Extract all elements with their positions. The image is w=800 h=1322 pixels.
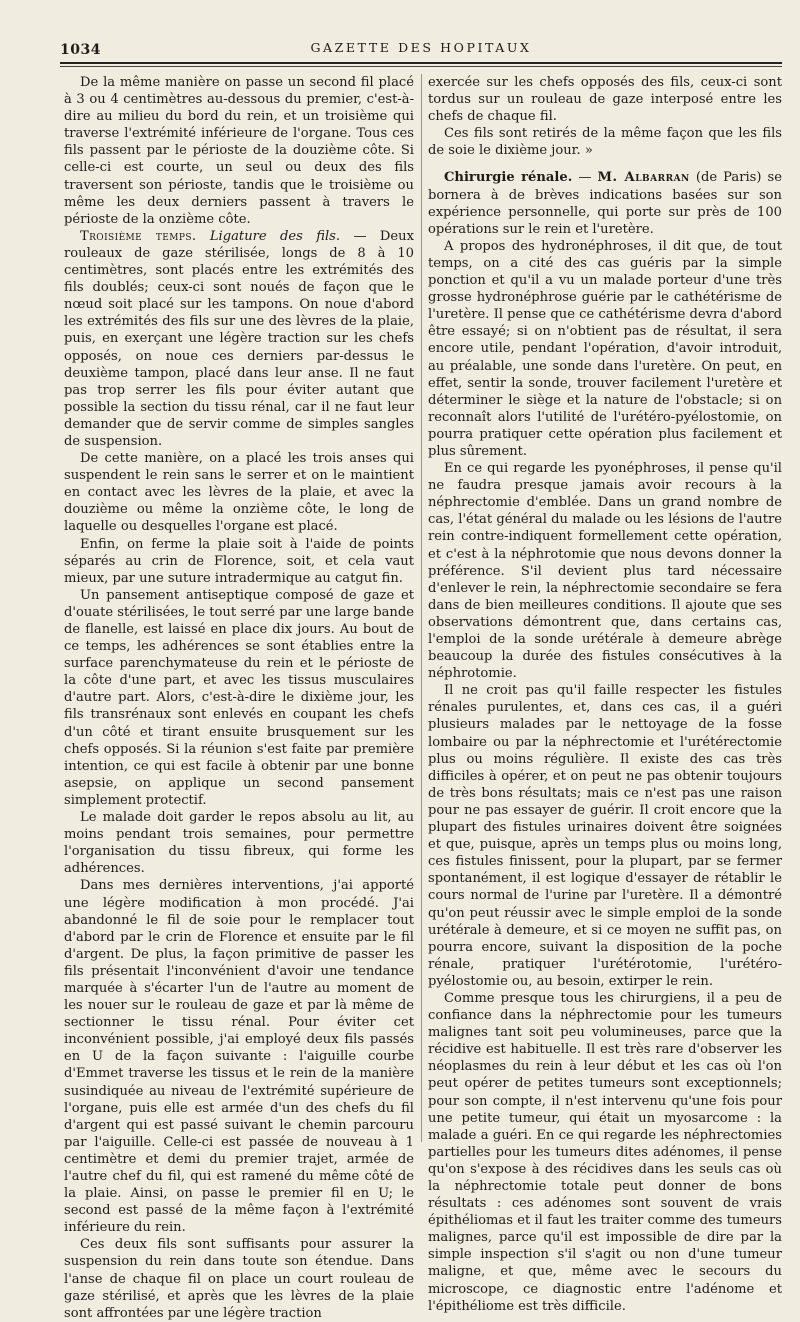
- header-rule: [60, 62, 782, 67]
- paragraph: A propos des hydronéphroses, il dit que, de tout temps, on a cité des cas guéris par la simple ponction et qu'il a vu un malade porteur d'une très grosse hydronéphrose guérie par le cathétérisme de l'uretère. Il pense que ce cathétérisme devra d'abord être essayé; si on n'obtient pas de résultat, il sera encore utile, pendant l'opération, d'avoir introduit, au préalable, une sonde dans l'uretère. On peut, en effet, sentir la sonde, trouver facilement l'uretère et déterminer le siège et la nature de l'obstacle; si on reconnaît alors l'utilité de l'urétéro-pyélostomie, on pourra pratiquer cette opération plus facilement et plus sûrement.: [428, 238, 782, 459]
- section-title: Ligature des fils.: [209, 228, 341, 244]
- journal-title: GAZETTE DES HOPITAUX: [310, 40, 532, 55]
- page-number: 1034: [60, 42, 101, 58]
- paragraph-text: (de Paris) se bornera à de brèves indications basées sur son expérience personnelle, qui porte sur près de 100 opérations sur le rein et l'uretère.: [428, 170, 783, 237]
- paragraph: Le malade doit garder le repos absolu au lit, au moins pendant trois semaines, pour permettre l'organisation du tissu fibreux, qui forme les adhérences.: [64, 810, 414, 877]
- paragraph: Il ne croit pas qu'il faille respecter les fistules rénales purulentes, et, dans ces cas, il a guéri plusieurs malades par le nettoyage de la fosse lombaire ou par la néphrectomie et l'urétérectomie plus ou moins régulière. Il existe des cas très difficiles à opérer, et on peut ne pas obtenir toujours de très bons résultats; mais ce n'est pas une raison pour ne pas essayer de guérir. Il croit encore que la plupart des fistules urinaires doivent être soignées et que, puisque, après un temps plus ou moins long, ces fistules finissent, pour la plupart, par se fermer spontanément, il est logique d'essayer de rétablir le cours normal de l'urine par l'uretère. Il a démontré qu'on peut réussir avec le simple emploi de la sonde urétérale à demeure, et si ce moyen ne suffit pas, on pourra encore, suivant la disposition de la poche rénale, pratiquer l'urétérotomie, l'urétéro-pyélostomie ou, au besoin, extirper le rein.: [428, 683, 782, 989]
- paragraph: Ces deux fils sont suffisants pour assurer la suspension du rein dans toute son étendue. Dans l'anse de chaque fil on place un court rouleau de gaze stérilisé, et après que les lèvres de la plaie sont affrontées par une légère traction: [64, 1237, 414, 1321]
- section-gap: [428, 159, 782, 169]
- paragraph: [64, 228, 414, 450]
- paragraph: De la même manière on passe un second fil placé à 3 ou 4 centimètres au-dessous du premier, c'est-à-dire au milieu du bord du rein, et un troisième qui traverse l'extrémité inférieure de l'organe. Tous ces fils passent par le périoste de la douzième côte. Si celle-ci est courte, un seul ou deux des fils traversent son périoste, tandis que le troisième ou même les deux derniers passent à travers le périoste de la onzième côte.: [64, 75, 414, 227]
- paragraph: Comme presque tous les chirurgiens, il a peu de confiance dans la néphrectomie pour les tumeurs malignes tant soit peu volumineuses, parce que la récidive est habituelle. Il est très rare d'observer les néoplasmes du rein à leur début et les cas où l'on peut opérer de petites tumeurs sont exceptionnels; pour son compte, il n'est intervenu qu'une fois pour une petite tumeur, qui était un myosarcome : la malade a guéri. En ce qui regarde les néphrectomies partielles pour les tumeurs dites adénomes, il pense qu'on s'expose à des récidives dans les seuls cas où la néphrectomie totale peut donner de bons résultats : ces adénomes sont souvent de vrais épithéliomas et il faut les traiter comme des tumeurs malignes, parce qu'il est impossible de dire par la simple inspection s'il s'agit ou non d'une tumeur maligne, et que, même avec le secours du microscope, ce diagnostic entre l'adénome et l'épithéliome est très difficile.: [428, 990, 782, 1314]
- section-lead: Troisième temps.: [80, 228, 197, 244]
- right-column: [428, 74, 782, 1315]
- paragraph: En ce qui regarde les pyonéphroses, il pense qu'il ne faudra presque jamais avoir recours à la néphrectomie d'emblée. Dans un grand nombre de cas, l'état général du malade ou les lésions de l'autre rein contre-indiquent formellement cette opération, et c'est à la néphrotomie que nous devons donner la préférence. S'il devient plus tard nécessaire d'enlever le rein, la néphrectomie secondaire se fera dans de bien meilleures conditions. Il ajoute que ses observations démontrent que, dans certains cas, l'emploi de la sonde urétérale à demeure abrège beaucoup la durée des fistules consécutives à la néphrotomie.: [428, 461, 782, 682]
- column-divider: [421, 74, 422, 1142]
- dash: —: [572, 170, 598, 186]
- left-column: [64, 74, 414, 1322]
- paragraph: Enfin, on ferme la plaie soit à l'aide de points séparés au crin de Florence, soit, et cela vaut mieux, par une suture intradermique au catgut fin.: [64, 536, 414, 586]
- page-header: [60, 36, 782, 62]
- author-name: M. Albarran: [597, 170, 690, 186]
- section-heading: Chirurgie rénale.: [444, 170, 573, 186]
- paragraph: Dans mes dernières interventions, j'ai apporté une légère modification à mon procédé. J'ai abandonné le fil de soie pour le remplacer tout d'abord par le crin de Florence et ensuite par le fil d'argent. De plus, la façon primitive de passer les fils présentait l'inconvénient d'avoir une tendance marquée à s'écarter l'un de l'autre au moment de les nouer sur le rouleau de gaze et par là même de sectionner le tissu rénal. Pour éviter cet inconvénient possible, j'ai employé deux fils passés en U de la façon suivante : l'aiguille courbe d'Emmet traverse les tissus et le rein de la manière susindiquée au niveau de l'extrémité supérieure de l'organe, puis elle est armée d'un des chefs du fil d'argent qui est passé suivant le chemin parcouru par l'aiguille. Celle-ci est passée de nouveau à 1 centimètre et demi du premier trajet, armée de l'autre chef du fil, qui est ramené du même côté de la plaie. Ainsi, on passe le premier fil en U; le second est passé de la même façon à l'extrémité inférieure du rein.: [64, 878, 414, 1236]
- paragraph: De cette manière, on a placé les trois anses qui suspendent le rein sans le serrer et on le maintient en contact avec les lèvres de la plaie, et avec la douzième ou même la onzième côte, le long de laquelle ou desquelles l'organe est placé.: [64, 451, 414, 535]
- paragraph-text: — Deux rouleaux de gaze stérilisée, longs de 8 à 10 centimètres, sont placés entre les extrémités des fils doublés; ceux-ci sont noués de façon que le nœud soit placé sur les tampons. On noue d'abord les extrémités des fils sur une des lèvres de la plaie, puis, en exerçant une légère traction sur les chefs opposés, on noue ces derniers par-dessus le deuxième tampon, placé dans leur anse. Il ne faut pas trop serrer les fils pour éviter autant que possible la section du tissu rénal, car il ne faut leur demander que de servir comme de simples sangles de suspension.: [64, 228, 414, 449]
- paragraph: [428, 169, 782, 237]
- paragraph: Ces fils sont retirés de la même façon que les fils de soie le dixième jour. »: [428, 126, 782, 159]
- paragraph: Un pansement antiseptique composé de gaze et d'ouate stérilisées, le tout serré par une large bande de flanelle, est laissé en place dix jours. Au bout de ce temps, les adhérences se sont établies entre la surface parenchymateuse du rein et le périoste de la côte d'une part, et avec les tissus musculaires d'autre part. Alors, c'est-à-dire le dixième jour, les fils transrénaux sont enlevés en coupant les chefs d'un côté et tirant ensuite brusquement sur les chefs opposés. Si la réunion s'est faite par première intention, ce qui est facile à obtenir par une bonne asepsie, on applique un second pansement simplement protectif.: [64, 587, 414, 808]
- paragraph: exercée sur les chefs opposés des fils, ceux-ci sont tordus sur un rouleau de gaze interposé entre les chefs de chaque fil.: [428, 75, 782, 125]
